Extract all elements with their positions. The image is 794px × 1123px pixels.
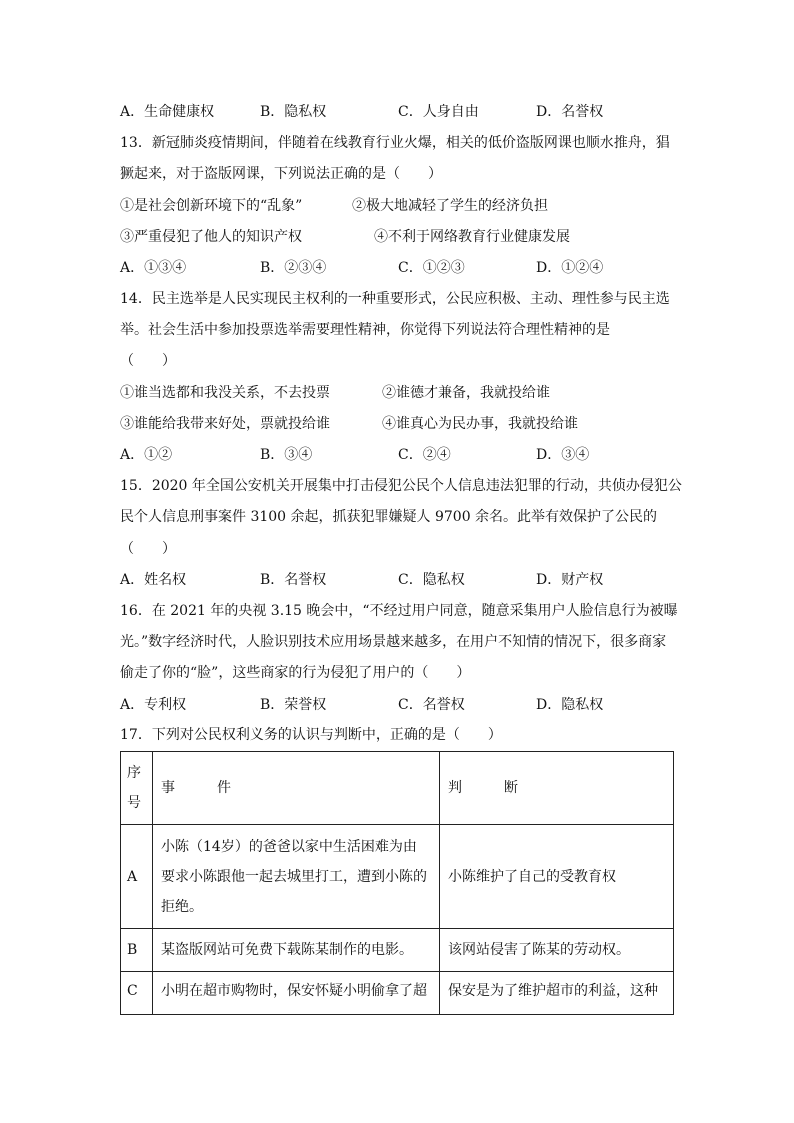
q13-option-c[interactable]: C．①②③ xyxy=(398,260,465,276)
q14-option-a[interactable]: A．①② xyxy=(120,447,173,463)
header-event-label: 事 件 xyxy=(161,780,231,796)
row-a-event xyxy=(153,825,440,929)
row-c-event: 小明在超市购物时，保安怀疑小明偷拿了超 xyxy=(153,972,440,1016)
q13-stem-line2: 獗起来，对于盗版网课，下列说法正确的是（ ） xyxy=(120,166,442,182)
row-a-event-line1: 小陈（14岁）的爸爸以家中生活困难为由 xyxy=(161,838,417,855)
q17-table xyxy=(120,751,674,1015)
header-event xyxy=(153,752,440,825)
row-b-no: B xyxy=(121,929,153,972)
q16-stem-line1: 16．在 2021 年的央视 3.15 晚会中，“不经过用户同意，随意采集用户人脸信息行为被曝 xyxy=(120,603,678,619)
q16-option-b[interactable]: B．荣誉权 xyxy=(260,697,327,713)
q15-stem-line3: （ ） xyxy=(120,541,176,557)
row-c-judge: 保安是为了维护超市的利益，这种 xyxy=(440,972,674,1016)
q13-statement-1: ①是社会创新环境下的“乱象” xyxy=(120,198,303,214)
row-b-judge: 该网站侵害了陈某的劳动权。 xyxy=(440,929,674,972)
q15-stem-line1: 15．2020 年全国公安机关开展集中打击侵犯公民个人信息违法犯罪的行动，共侦办侵犯公 xyxy=(120,478,682,494)
q12-option-a[interactable]: A．生命健康权 xyxy=(120,104,215,120)
table-row xyxy=(121,825,674,929)
q16-stem-line2: 光。”数字经济时代，人脸识别技术应用场景越来越多，在用户不知情的情况下，很多商家 xyxy=(120,634,667,650)
header-judge xyxy=(440,752,674,825)
q14-statement-3: ③谁能给我带来好处，票就投给谁 xyxy=(120,416,330,432)
q15-option-d[interactable]: D．财产权 xyxy=(536,572,604,588)
q13-stem-line1: 13．新冠肺炎疫情期间，伴随着在线教育行业火爆，相关的低价盗版网课也顺水推舟，猖 xyxy=(120,135,670,151)
q16-option-a[interactable]: A．专利权 xyxy=(120,697,187,713)
table-cut-line xyxy=(120,1014,673,1015)
q15-option-b[interactable]: B．名誉权 xyxy=(260,572,327,588)
row-b-event: 某盗版网站可免费下载陈某制作的电影。 xyxy=(153,929,440,972)
header-no-line2: 号 xyxy=(127,795,141,811)
q13-statement-3: ③严重侵犯了他人的知识产权 xyxy=(120,229,302,245)
q15-option-a[interactable]: A．姓名权 xyxy=(120,572,187,588)
q14-option-c[interactable]: C．②④ xyxy=(398,447,451,463)
q14-statement-4: ④谁真心为民办事，我就投给谁 xyxy=(382,416,578,432)
table-row xyxy=(121,929,674,972)
header-judge-label: 判 断 xyxy=(448,780,518,796)
q16-option-d[interactable]: D．隐私权 xyxy=(536,697,604,713)
q13-option-b[interactable]: B．②③④ xyxy=(260,260,327,276)
table-row xyxy=(121,972,674,1016)
q13-option-a[interactable]: A．①③④ xyxy=(120,260,187,276)
row-a-no: A xyxy=(121,825,153,929)
header-no-line1: 序 xyxy=(127,765,141,781)
q14-option-d[interactable]: D．③④ xyxy=(536,447,590,463)
q14-stem-line2: 举。社会生活中参加投票选举需要理性精神，你觉得下列说法符合理性精神的是 xyxy=(120,322,610,338)
q14-stem-line1: 14．民主选举是人民实现民主权利的一种重要形式，公民应积极、主动、理性参与民主选 xyxy=(120,291,670,307)
header-no xyxy=(121,752,153,825)
q14-option-b[interactable]: B．③④ xyxy=(260,447,313,463)
q13-option-d[interactable]: D．①②④ xyxy=(536,260,604,276)
row-a-event-line2: 要求小陈跟他一起去城里打工，遭到小陈的 xyxy=(161,868,427,885)
q13-statement-4: ④不利于网络教育行业健康发展 xyxy=(374,229,570,245)
q14-statement-1: ①谁当选都和我没关系，不去投票 xyxy=(120,385,330,401)
q13-statement-2: ②极大地减轻了学生的经济负担 xyxy=(352,198,548,214)
q14-statement-2: ②谁德才兼备，我就投给谁 xyxy=(382,385,550,401)
row-c-no: C xyxy=(121,972,153,1016)
q12-option-c[interactable]: C．人身自由 xyxy=(398,104,479,120)
q15-option-c[interactable]: C．隐私权 xyxy=(398,572,465,588)
q17-table-clip xyxy=(120,751,680,1015)
q17-stem: 17．下列对公民权利义务的认识与判断中，正确的是（ ） xyxy=(120,727,502,743)
q16-option-c[interactable]: C．名誉权 xyxy=(398,697,465,713)
q16-stem-line3: 偷走了你的“脸”，这些商家的行为侵犯了用户的（ ） xyxy=(120,665,471,681)
q12-option-b[interactable]: B．隐私权 xyxy=(260,104,327,120)
q15-stem-line2: 民个人信息刑事案件 3100 余起，抓获犯罪嫌疑人 9700 余名。此举有效保护了公民的 xyxy=(120,509,658,525)
table-header-row xyxy=(121,752,674,825)
q12-option-d[interactable]: D．名誉权 xyxy=(536,104,604,120)
row-a-judge: 小陈维护了自己的受教育权 xyxy=(440,825,674,929)
q14-stem-line3: （ ） xyxy=(120,353,176,369)
row-a-event-line3: 拒绝。 xyxy=(161,898,203,915)
